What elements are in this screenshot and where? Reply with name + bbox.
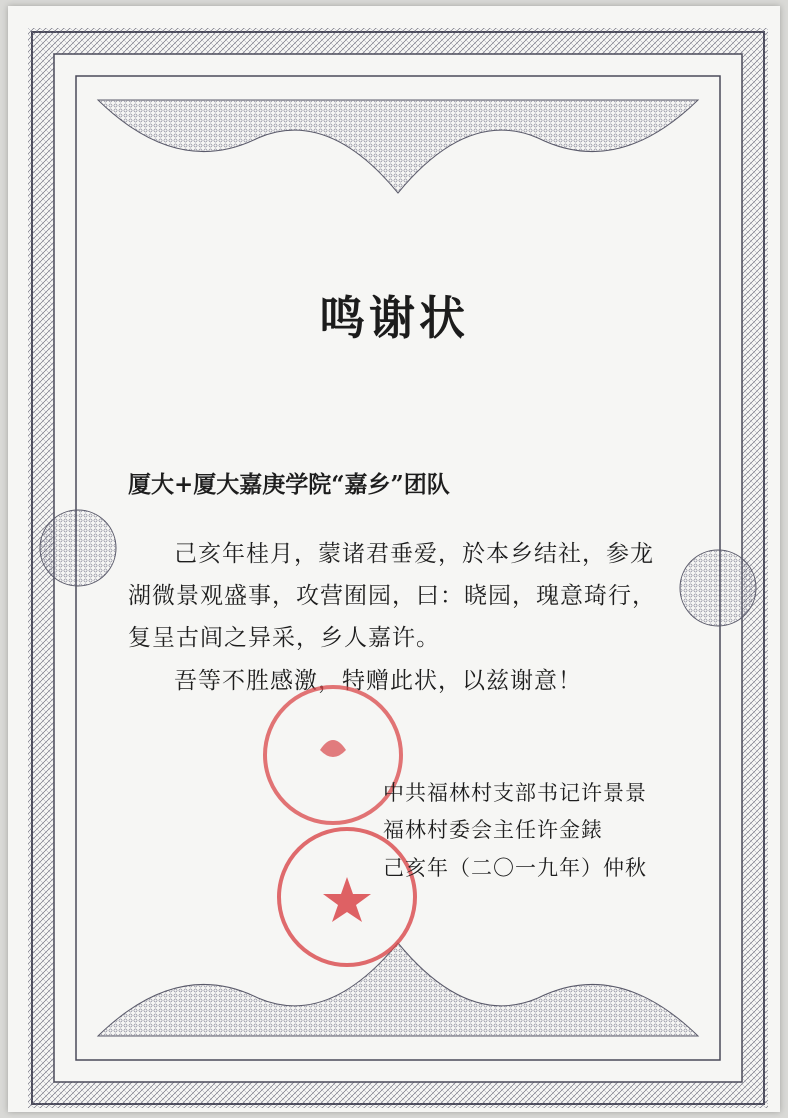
body-paragraph-2: 吾等不胜感激，特赠此状，以兹谢意！ — [174, 668, 582, 694]
certificate-date: 己亥年（二〇一九年）仲秋 — [383, 856, 647, 880]
body-paragraph-1: 己亥年桂月，蒙诸君垂爱，於本乡结社，参龙湖微景观盛事，攻营囿园，曰：晓园，瑰意琦行，复呈古闾之异采，乡人嘉许。 — [128, 541, 656, 651]
upper-seal-stamp — [258, 680, 408, 830]
lower-seal-stamp — [272, 822, 422, 972]
recipient-line: 厦大+厦大嘉庚学院“嘉乡”团队 — [128, 471, 450, 498]
certificate-title: 鸣谢状 — [319, 291, 469, 345]
signatory-village-director: 福林村委会主任许金錶 — [383, 818, 603, 842]
signatory-party-secretary: 中共福林村支部书记许景景 — [383, 781, 647, 805]
